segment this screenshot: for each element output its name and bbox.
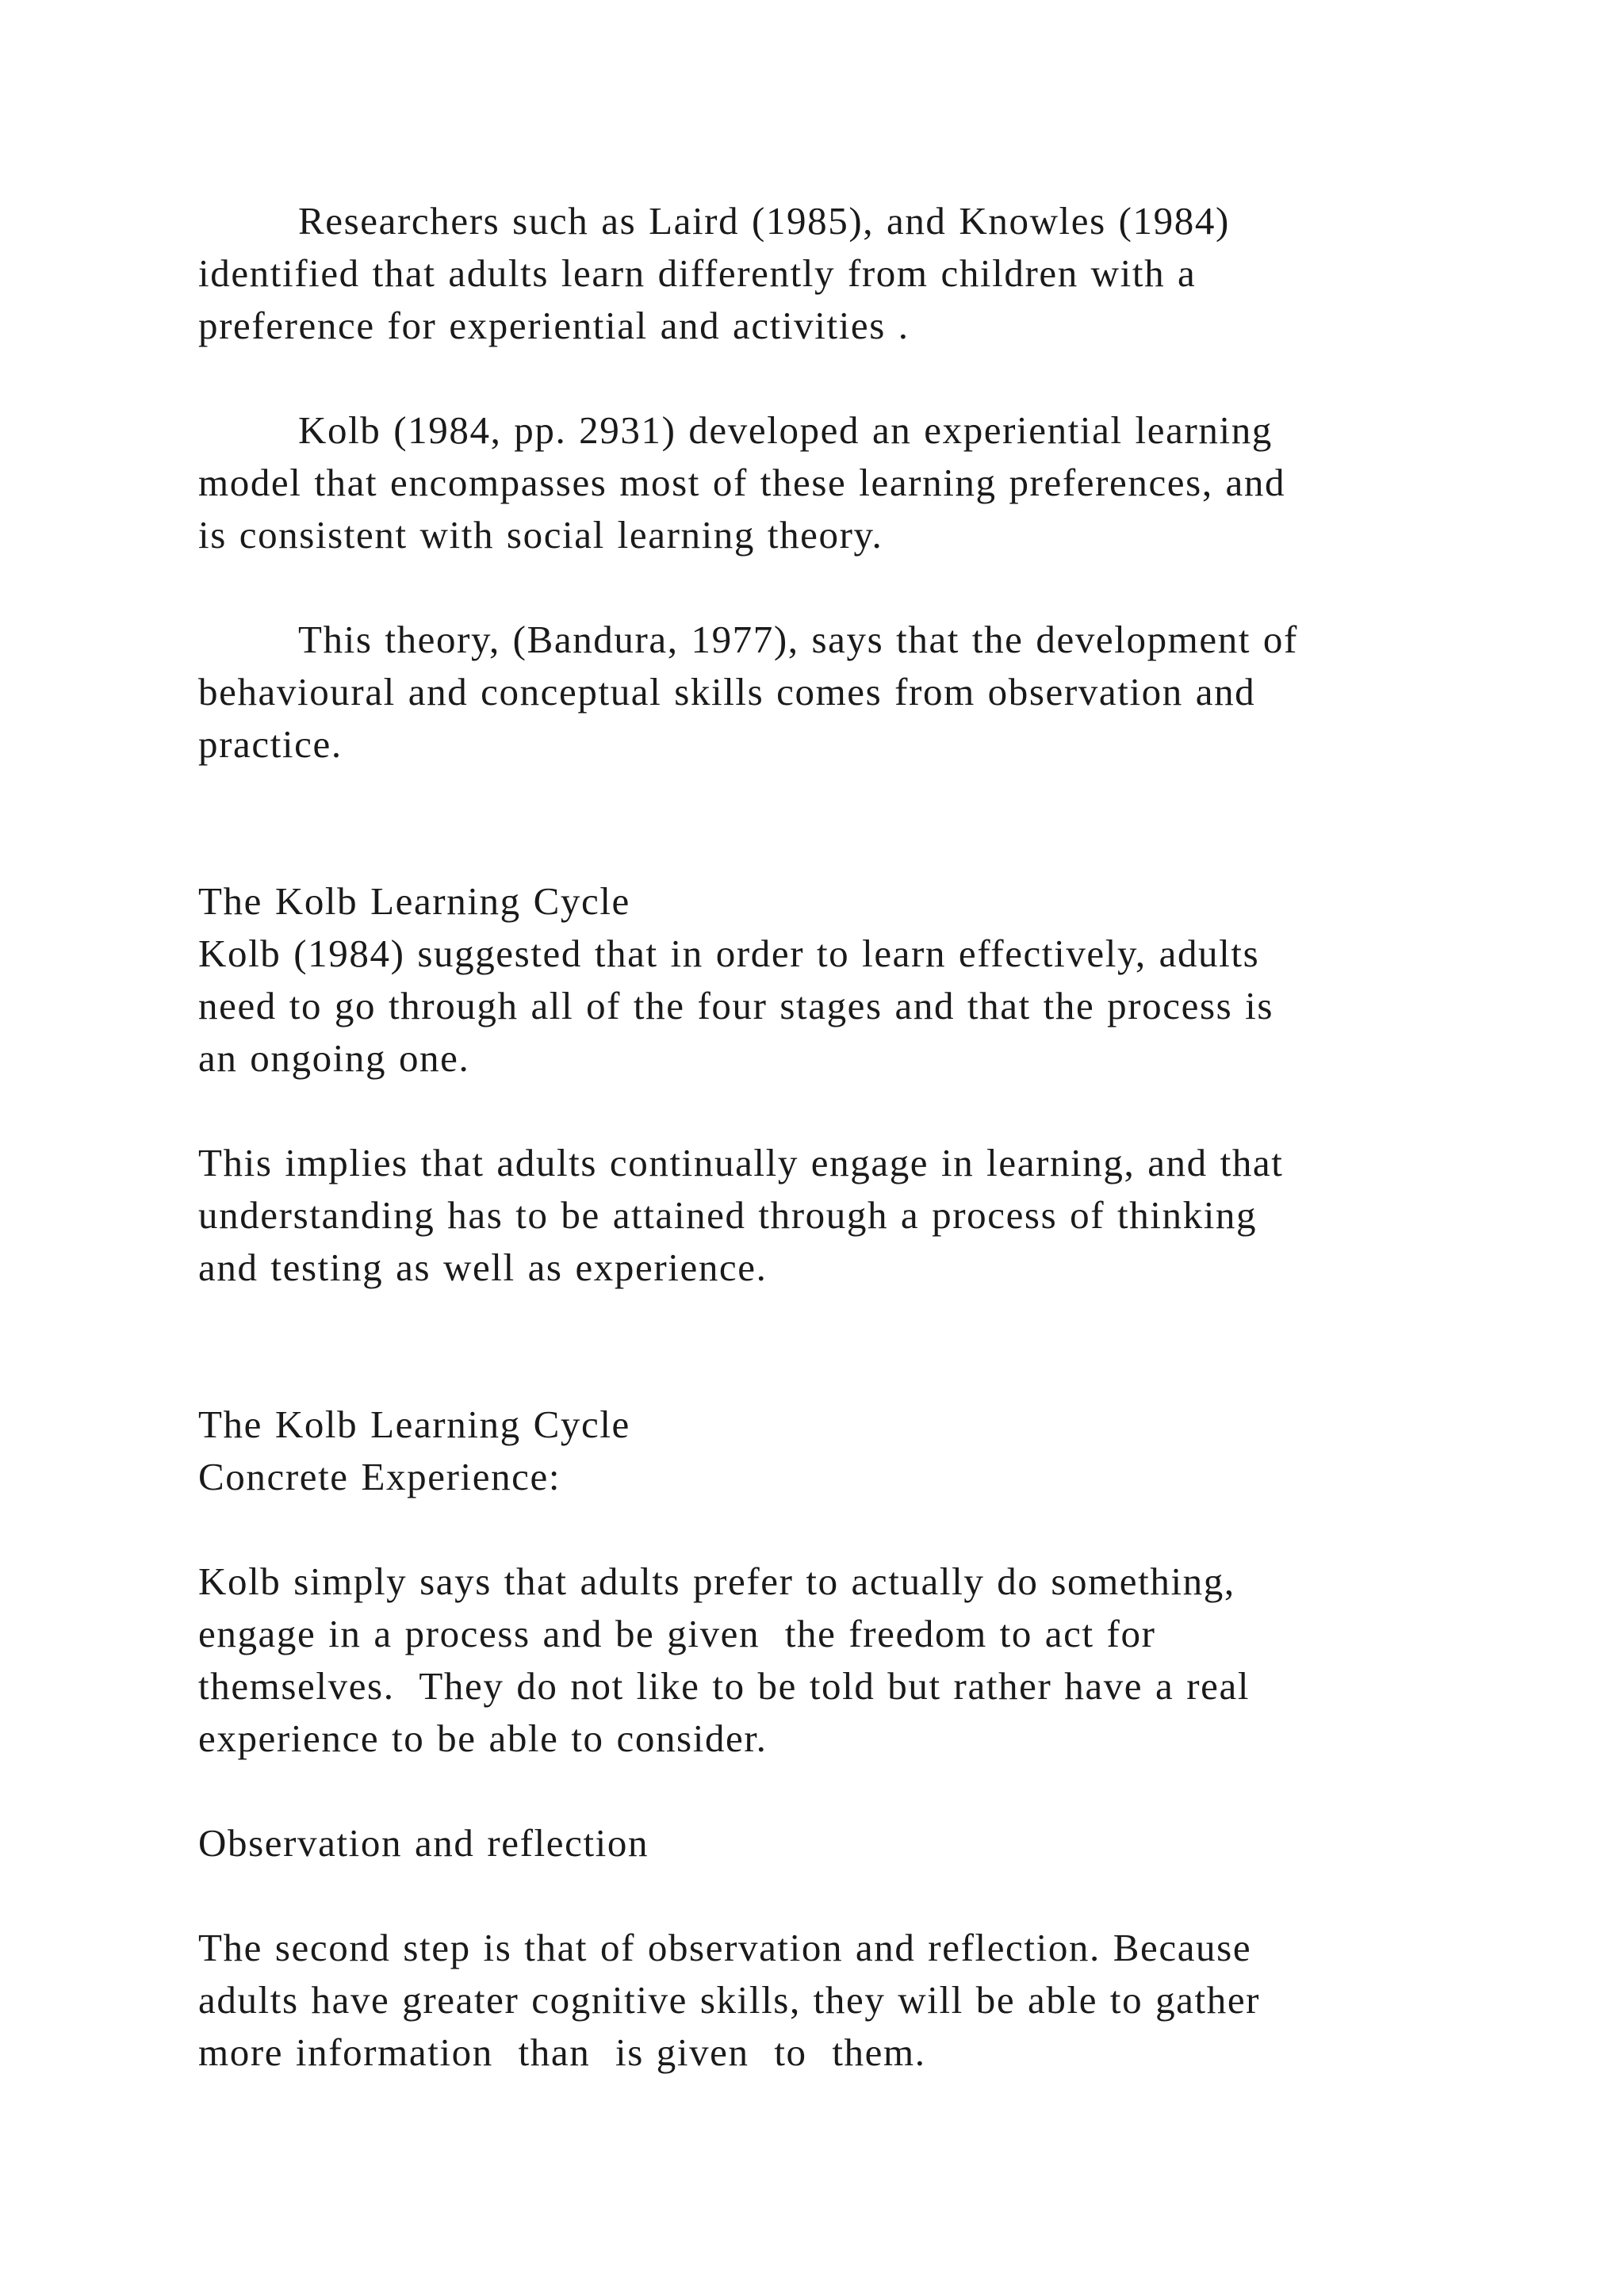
concrete-experience-paragraph xyxy=(198,1556,1483,1765)
text-line: understanding has to be attained through a process of thinking xyxy=(198,1193,1258,1237)
observation-reflection-paragraph xyxy=(198,1922,1483,2079)
text-line: The second step is that of observation and reflection. Because xyxy=(198,1926,1252,1969)
paragraph-spacer xyxy=(198,1085,1483,1137)
text-line: more information than is given to them. xyxy=(198,2030,926,2074)
text-line: adults have greater cognitive skills, they will be able to gather xyxy=(198,1978,1261,2022)
text-line: This implies that adults continually engage in learning, and that xyxy=(198,1141,1284,1184)
intro-paragraph-1 xyxy=(198,195,1483,352)
intro-paragraph-3 xyxy=(198,614,1483,771)
observation-reflection-heading xyxy=(198,1817,1483,1869)
document-body xyxy=(198,195,1483,2079)
heading-kolb-learning-cycle: The Kolb Learning Cycle xyxy=(198,879,630,923)
text-line: Kolb (1984) suggested that in order to learn effectively, adults xyxy=(198,932,1260,975)
text-line: and testing as well as experience. xyxy=(198,1246,768,1289)
text-line: practice. xyxy=(198,722,343,766)
text-line: engage in a process and be given the freedom to act for xyxy=(198,1612,1156,1655)
text-line: Observation and reflection xyxy=(198,1821,649,1865)
heading-kolb-learning-cycle: The Kolb Learning Cycle xyxy=(198,1402,630,1446)
text-line: Kolb (1984, pp. 2931) developed an experiential learning xyxy=(298,408,1273,452)
section-spacer xyxy=(198,1294,1483,1399)
paragraph-spacer xyxy=(198,1765,1483,1817)
text-line: an ongoing one. xyxy=(198,1036,470,1080)
text-line: This theory, (Bandura, 1977), says that the development of xyxy=(298,618,1298,661)
text-line: experience to be able to consider. xyxy=(198,1716,768,1760)
paragraph-spacer xyxy=(198,1869,1483,1922)
paragraph-spacer xyxy=(198,1503,1483,1556)
text-line: model that encompasses most of these learning preferences, and xyxy=(198,461,1286,504)
paragraph-spacer xyxy=(198,352,1483,404)
text-line: themselves. They do not like to be told but rather have a real xyxy=(198,1664,1251,1708)
text-line: behavioural and conceptual skills comes from observation and xyxy=(198,670,1256,714)
kolb-paragraph-1 xyxy=(198,928,1483,1085)
section-heading xyxy=(198,1399,1483,1503)
text-line: preference for experiential and activities . xyxy=(198,304,910,347)
text-line: need to go through all of the four stages and that the process is xyxy=(198,984,1274,1027)
paragraph-spacer xyxy=(198,561,1483,614)
text-line: identified that adults learn differently from children with a xyxy=(198,251,1197,295)
section-heading xyxy=(198,875,1483,928)
intro-paragraph-2 xyxy=(198,404,1483,561)
text-line: is consistent with social learning theory. xyxy=(198,513,883,557)
text-line: Researchers such as Laird (1985), and Knowles (1984) xyxy=(298,199,1230,243)
section-spacer xyxy=(198,771,1483,875)
kolb-paragraph-2 xyxy=(198,1137,1483,1294)
subheading-concrete-experience: Concrete Experience: xyxy=(198,1455,561,1498)
text-line: Kolb simply says that adults prefer to actually do something, xyxy=(198,1559,1235,1603)
